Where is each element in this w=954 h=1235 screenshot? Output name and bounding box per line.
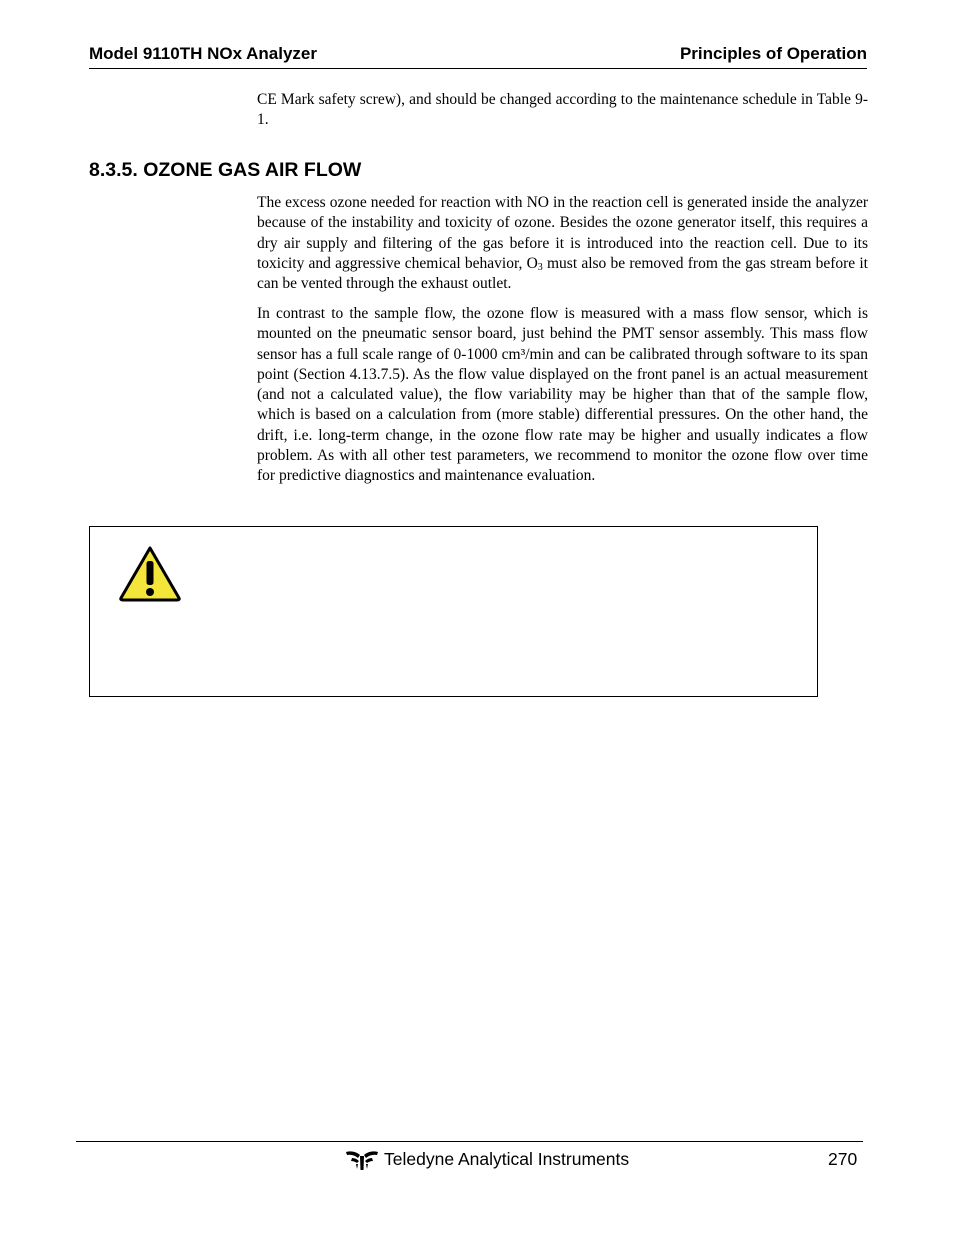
header-chapter-title: Principles of Operation [679,44,867,63]
header-document-title: Model 9110TH NOx Analyzer [89,44,318,63]
footer-company-name: Teledyne Analytical Instruments [384,1149,630,1169]
warning-box [89,526,818,697]
page-header [89,44,867,69]
body-paragraph-ozone-generation: The excess ozone needed for reaction with NO in the reaction cell is generated inside the analyzer because of the instability and toxicity of ozone. Besides the ozone generator itself, this requires a dry air supply and filtering of the gas before it is introduced into the reaction cell. Due to its toxicity and aggressive chemical behavior, $O_3$ must also be removed from the gas stream before it can be vented through the exhaust outlet. [257,194,868,293]
page-number: 270 [828,1149,858,1169]
body-paragraph-ozone-flow-measurement: In contrast to the sample flow, the ozone flow is measured with a mass flow sensor, which is mounted on the pneumatic sensor board, just behind the PMT sensor assembly. This mass flow sensor has a full scale range of 0-1000 cm³/min and can be calibrated through software to its span point (Section 4.13.7.5). As the flow value displayed on the front panel is an actual measurement (and not a calculated value), the flow variability may be higher than that of the sample flow, which is based on a calculation from (more stable) differential pressures. On the other hand, the drift, i.e. long-term change, in the ozone flow rate may be higher and usually indicates a flow problem. As with all other test parameters, we recommend to monitor the ozone flow over time for predictive diagnostics and maintenance evaluation. [257,305,868,485]
teledyne-logo-icon [345,1150,379,1172]
section-heading: 8.3.5. OZONE GAS AIR FLOW [89,159,362,181]
warning-triangle-icon [118,545,182,603]
footer-rule [76,1141,863,1142]
body-paragraph-continued: CE Mark safety screw), and should be changed according to the maintenance schedule in Table 9-1. [257,91,868,129]
